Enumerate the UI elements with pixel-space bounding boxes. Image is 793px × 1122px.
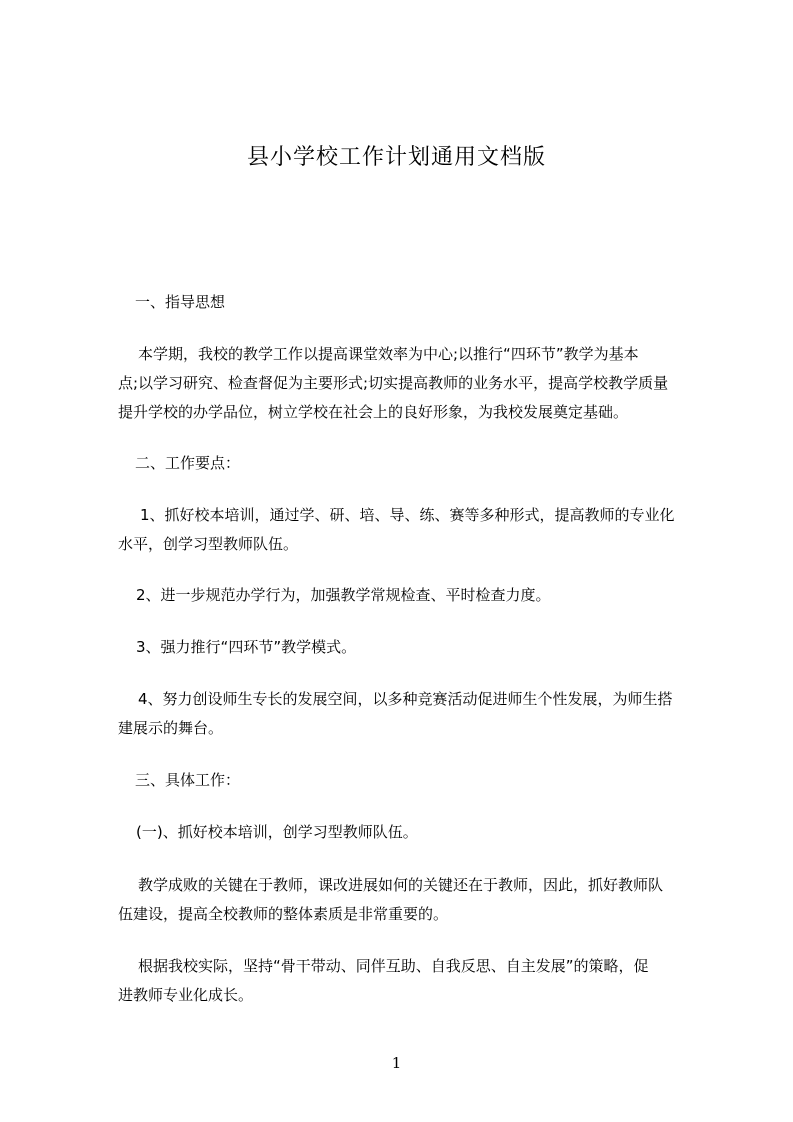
- paragraph-line: 1、抓好校本培训，通过学、研、培、导、练、赛等多种形式，提高教师的专业化: [140, 506, 675, 524]
- section-3-subheading-1: (一)、抓好校本培训，创学习型教师队伍。: [136, 823, 418, 841]
- paragraph-line: 本学期，我校的教学工作以提高课堂效率为中心;以推行“四环节”教学为基本: [138, 345, 639, 363]
- document-title: 县小学校工作计划通用文档版: [246, 145, 546, 170]
- section-1-heading: 一、指导思想: [135, 293, 226, 311]
- section-2-heading: 二、工作要点：: [135, 454, 241, 472]
- work-point-1: [118, 501, 718, 559]
- paragraph-line: 4、努力创设师生专长的发展空间，以多种竞赛活动促进师生个性发展，为师生搭: [138, 690, 673, 708]
- paragraph-line: 根据我校实际，坚持“骨干带动、同伴互助、自我反思、自主发展”的策略，促: [138, 957, 649, 975]
- paragraph-line: 点;以学习研究、检查督促为主要形式;切实提高教师的业务水平，提高学校教学质量: [118, 374, 669, 392]
- paragraph-line: 教学成败的关键在于教师，课改进展如何的关键还在于教师，因此，抓好教师队: [138, 876, 664, 894]
- paragraph-line: 水平，创学习型教师队伍。: [118, 535, 299, 553]
- page-number: 1: [391, 1054, 402, 1072]
- work-point-2: 2、进一步规范办学行为，加强教学常规检查、平时检查力度。: [136, 586, 551, 604]
- paragraph-line: 建展示的舞台。: [118, 719, 224, 737]
- paragraph-line: 提升学校的办学品位，树立学校在社会上的良好形象，为我校发展奠定基础。: [118, 403, 629, 421]
- work-point-4: [118, 685, 718, 743]
- work-point-3: 3、强力推行“四环节”教学模式。: [136, 638, 357, 656]
- section-3-paragraph-2: [118, 952, 718, 1010]
- paragraph-line: 进教师专业化成长。: [118, 986, 254, 1004]
- section-3-paragraph-1: [118, 871, 718, 929]
- paragraph-line: 伍建设，提高全校教师的整体素质是非常重要的。: [118, 905, 449, 923]
- section-3-heading: 三、具体工作：: [135, 771, 241, 789]
- section-1-paragraph: [118, 340, 718, 427]
